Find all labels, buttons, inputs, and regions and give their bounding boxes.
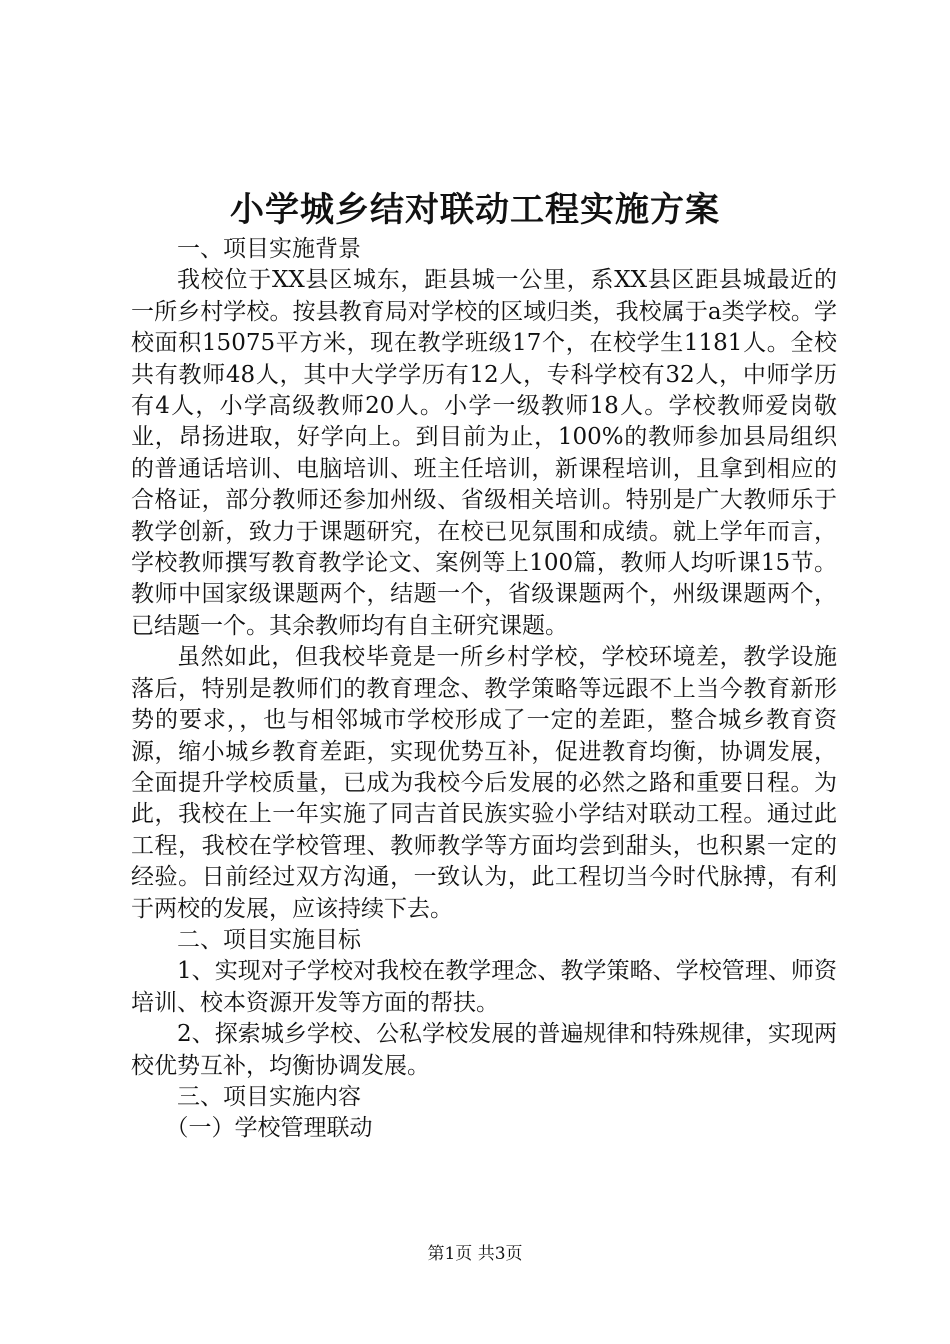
section-heading-background: 一、项目实施背景 xyxy=(177,236,361,262)
section-heading-content: 三、项目实施内容 xyxy=(177,1083,361,1110)
document-title: 小学城乡结对联动工程实施方案 xyxy=(230,190,720,230)
paragraph-goal-2: 2、探索城乡学校、公私学校发展的普遍规律和特殊规律，实现两校优势互补，均衡协调发展。 xyxy=(131,1021,837,1079)
page-footer: 第1页 共3页 xyxy=(427,1244,523,1264)
paragraph-goal-1: 1、实现对子学校对我校在教学理念、教学策略、学校管理、师资培训、校本资源开发等方面的帮扶。 xyxy=(131,958,837,1016)
subsection-heading-management: （一）学校管理联动 xyxy=(165,1115,373,1142)
paragraph-school-challenges: 虽然如此，但我校毕竟是一所乡村学校，学校环境差，教学设施落后，特别是教师们的教育理念、教学策略等远跟不上当今教育新形势的要求，，也与相邻城市学校形成了一定的差距，整合城乡教育资源，缩小城乡教育差距，实现优势互补，促进教育均衡，协调发展，全面提升学校质量，已成为我校今后发展的必然之路和重要日程。为此，我校在上一年实施了同吉首民族实验小学结对联动工程。通过此工程，我校在学校管理、教师教学等方面均尝到甜头，也积累一定的经验。日前经过双方沟通，一致认为，此工程切当今时代脉搏，有利于两校的发展，应该持续下去。 xyxy=(131,644,837,922)
section-heading-goals: 二、项目实施目标 xyxy=(177,926,361,953)
paragraph-school-overview: 我校位于XX县区城东，距县城一公里，系XX县区距县城最近的一所乡村学校。按县教育局对学校的区域归类，我校属于a类学校。学校面积15075平方米，现在教学班级17个，在校学生1181人。全校共有教师48人，其中大学学历有12人，专科学校有32人，中师学历有4人，小学高级教师20人。小学一级教师18人。学校教师爱岗敬业，昂扬进取，好学向上。到目前为止，100%的教师参加县局组织的普通话培训、电脑培训、班主任培训，新课程培训，且拿到相应的合格证，部分教师还参加州级、省级相关培训。特别是广大教师乐于教学创新，致力于课题研究，在校已见氛围和成绩。就上学年而言，学校教师撰写教育教学论文、案例等上100篇，教师人均听课15节。教师中国家级课题两个，结题一个，省级课题两个，州级课题两个，已结题一个。其余教师均有自主研究课题。 xyxy=(131,267,837,639)
document-body xyxy=(131,234,837,1145)
